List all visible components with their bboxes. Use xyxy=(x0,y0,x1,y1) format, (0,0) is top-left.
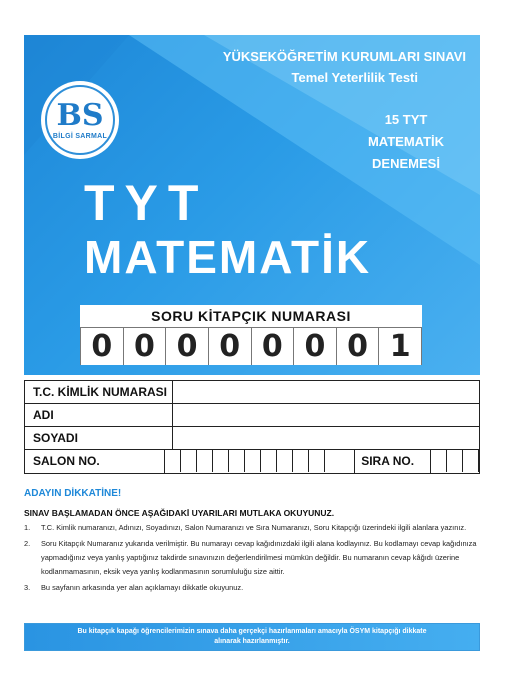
notice-banner: Bu kitapçık kapağı öğrencilerimizin sınava daha gerçekçi hazırlanmaları amacıyla ÖSYM kitapçığı dikkate alınarak hazırlanmıştır. xyxy=(24,623,480,651)
salon-cell[interactable] xyxy=(213,450,229,472)
instruction-item xyxy=(24,581,480,595)
salon-cell[interactable] xyxy=(261,450,277,472)
sira-label: SIRA NO. xyxy=(355,450,431,473)
deneme-line2: MATEMATİK xyxy=(367,134,445,149)
booklet-number-digits xyxy=(80,327,422,365)
surname-field[interactable] xyxy=(173,427,479,449)
instruction-number: 1. xyxy=(24,523,31,532)
name-field[interactable] xyxy=(173,404,479,426)
salon-label: SALON NO. xyxy=(25,450,165,473)
sira-field[interactable] xyxy=(431,450,479,473)
logo-text: BİLGİ SARMAL xyxy=(52,132,108,140)
booklet-number-label: SORU KİTAPÇIK NUMARASI xyxy=(80,305,422,327)
salon-spacer xyxy=(325,450,355,473)
sira-cell[interactable] xyxy=(431,450,447,472)
tc-label: T.C. KİMLİK NUMARASI xyxy=(25,381,173,403)
surname-row xyxy=(25,427,479,450)
name-label: ADI xyxy=(25,404,173,426)
booklet-digit: 0 xyxy=(208,327,251,365)
attention-title: ADAYIN DİKKATİNE! xyxy=(24,488,122,499)
booklet-digit: 1 xyxy=(378,327,422,365)
tc-field[interactable] xyxy=(173,381,479,403)
salon-cell[interactable] xyxy=(197,450,213,472)
instruction-item xyxy=(24,537,480,579)
booklet-digit: 0 xyxy=(251,327,294,365)
instruction-number: 3. xyxy=(24,583,31,592)
instruction-text: Soru Kitapçık Numaranız yukarıda verilmiştir. Bu numarayı cevap kağıdınızdaki ilgili alana kodlayınız. Bu kodlamayı cevap kağıdınıza yapmadığınız veya yanlış yaptığınız takdirde sınavınızın değerlendirilmesi mümkün değildir. Bu numaranın cevap kâğıdı üzerine kodlanmamasının, eksik veya yanlış kodlanmasının sorumluluğu size aittir. xyxy=(41,539,477,576)
instruction-text: T.C. Kimlik numaranızı, Adınızı, Soyadınızı, Salon Numaranızı ve Sıra Numaranızı, Soru Kitapçığı üzerindeki ilgili alanlara yazınız. xyxy=(41,523,467,532)
salon-cell[interactable] xyxy=(181,450,197,472)
booklet-digit: 0 xyxy=(293,327,336,365)
logo-mark: BS xyxy=(56,97,104,133)
salon-cell[interactable] xyxy=(245,450,261,472)
exam-subtitle: Temel Yeterlilik Testi xyxy=(291,70,418,85)
tc-row xyxy=(25,381,479,404)
instruction-text: Bu sayfanın arkasında yer alan açıklamayı dikkatle okuyunuz. xyxy=(41,583,244,592)
deneme-block xyxy=(346,109,466,175)
booklet-digit: 0 xyxy=(80,327,123,365)
booklet-digit: 0 xyxy=(165,327,208,365)
publisher-logo xyxy=(41,81,119,159)
instruction-number: 2. xyxy=(24,539,31,548)
salon-cell[interactable] xyxy=(277,450,293,472)
deneme-line3: DENEMESİ xyxy=(372,156,440,171)
instruction-item xyxy=(24,521,480,535)
salon-cell[interactable] xyxy=(229,450,245,472)
salon-cell[interactable] xyxy=(309,450,325,472)
deneme-line1: 15 TYT xyxy=(384,112,428,127)
cover-panel xyxy=(24,35,480,375)
salon-cell[interactable] xyxy=(293,450,309,472)
cover-title-subject: MATEMATİK xyxy=(84,231,372,283)
salon-cell[interactable] xyxy=(165,450,181,472)
logo-ring xyxy=(45,85,115,155)
booklet-digit: 0 xyxy=(336,327,379,365)
sira-cell[interactable] xyxy=(463,450,479,472)
surname-label: SOYADI xyxy=(25,427,173,449)
sira-cell[interactable] xyxy=(447,450,463,472)
cover-title-tyt: TYT xyxy=(84,175,209,231)
name-row xyxy=(25,404,479,427)
salon-row xyxy=(25,450,479,473)
attention-heading: SINAV BAŞLAMADAN ÖNCE AŞAĞIDAKİ UYARILARI MUTLAKA OKUYUNUZ. xyxy=(24,508,335,518)
booklet-digit: 0 xyxy=(123,327,166,365)
candidate-info-form xyxy=(24,380,480,474)
exam-title: YÜKSEKÖĞRETİM KURUMLARI SINAVI xyxy=(222,49,466,64)
salon-field[interactable] xyxy=(165,450,325,473)
instruction-list xyxy=(24,521,480,597)
